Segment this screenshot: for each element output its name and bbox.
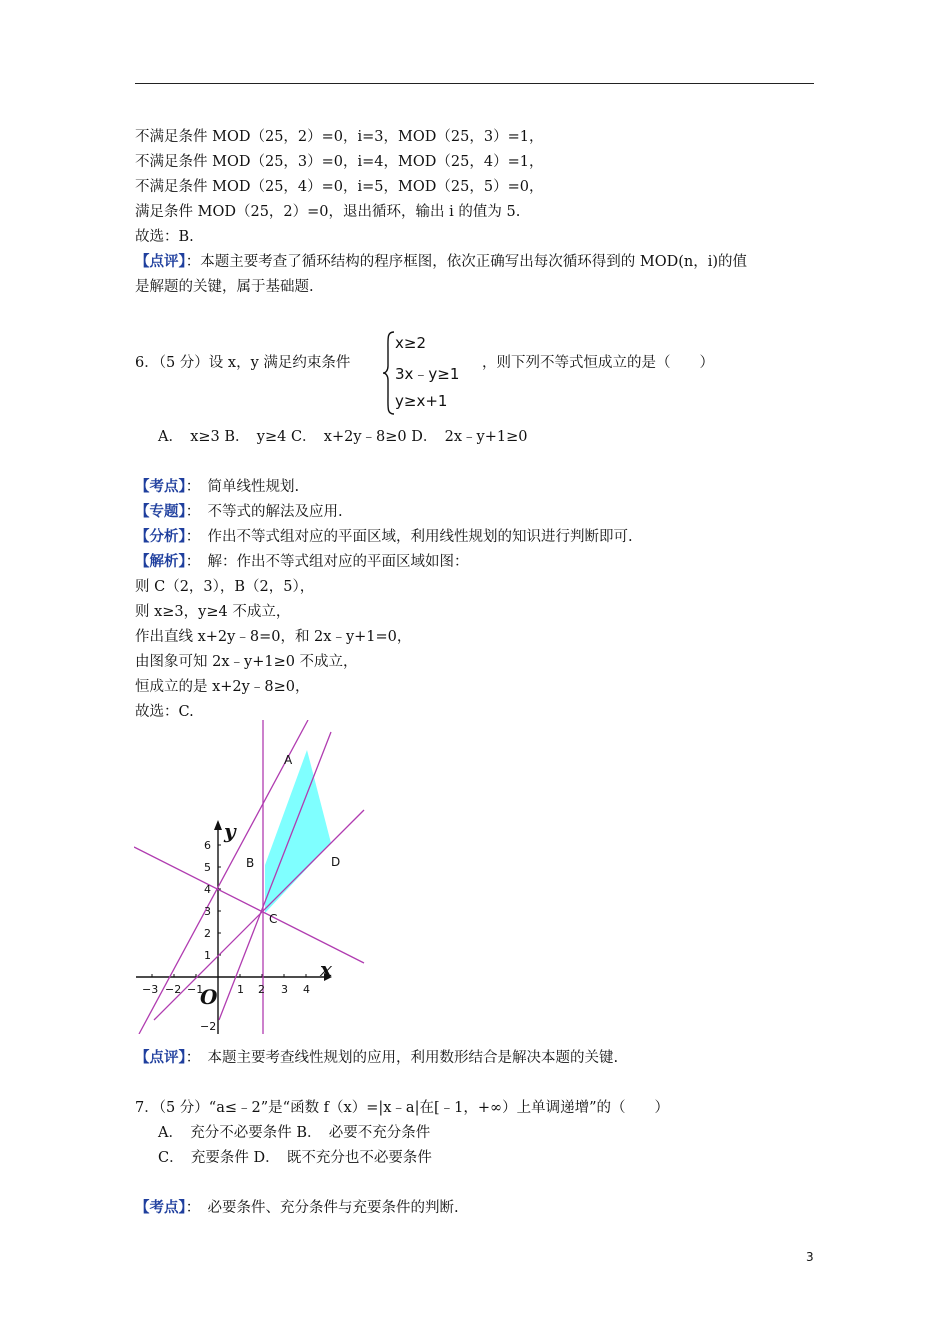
page-number: 3: [806, 1250, 814, 1264]
fenxi-tag: 【分析】: [135, 528, 186, 545]
text-line: 不满足条件 MOD（25，3）=0，i=4，MOD（25，4）=1，: [135, 154, 544, 170]
jiexi-text: ： 解：作出不等式组对应的平面区域如图：: [185, 554, 469, 570]
zhuanti-text: ： 不等式的解法及应用.: [185, 504, 343, 520]
text-line: 不满足条件 MOD（25，4）=0，i=5，MOD（25，5）=0，: [135, 179, 544, 195]
constraint-2: 3x﹣y≥1: [395, 365, 460, 383]
question-7-options-ab: A． 充分不必要条件 B． 必要不充分条件: [158, 1125, 431, 1141]
x-tick-label: 3: [281, 983, 288, 996]
y-tick-label: 6: [204, 839, 211, 852]
feasible-region: [265, 750, 331, 913]
solution-step: 由图象可知 2x﹣y+1≥0 不成立，: [135, 654, 358, 670]
kaodian-line: [135, 477, 299, 497]
x-tick-label: 1: [237, 983, 244, 996]
question-6-prefix: 6．（5 分）设 x，y 满足约束条件: [135, 355, 351, 371]
review-line-2: 是解题的关键，属于基础题.: [135, 279, 314, 295]
x-tick-label: −3: [142, 983, 159, 996]
kaodian-text: ： 简单线性规划.: [185, 479, 300, 495]
solution-step: 作出直线 x+2y﹣8=0，和 2x﹣y+1=0，: [135, 629, 412, 645]
question-7-stem: 7．（5 分）“a≤﹣2”是“函数 f（x）=|x﹣a|在[﹣1，+∞）上单调递增”的（ ）: [135, 1100, 669, 1116]
text-line: 不满足条件 MOD（25，2）=0，i=3，MOD（25，3）=1，: [135, 129, 544, 145]
kaodian-7-text: ： 必要条件、充分条件与充要条件的判断.: [185, 1200, 459, 1216]
header-rule: [135, 83, 814, 84]
x-axis-label: x: [320, 957, 332, 981]
y-tick-label: 1: [204, 949, 211, 962]
review-6-tag: 【点评】: [135, 1049, 186, 1066]
point-c-label: C: [269, 912, 278, 926]
kaodian-7-tag: 【考点】: [135, 1199, 186, 1216]
y-axis-arrow-icon: [214, 820, 222, 830]
question-7-options-cd: C． 充要条件 D． 既不充分也不必要条件: [158, 1150, 432, 1166]
x-tick-label: 2: [258, 983, 265, 996]
fenxi-line: [135, 527, 633, 547]
y-tick-label: 3: [204, 905, 211, 918]
y-axis-label: y: [224, 819, 236, 843]
question-6-suffix: ，则下列不等式恒成立的是（ ）: [482, 355, 714, 371]
x-tick-label: −2: [165, 983, 182, 996]
x-tick-label: −1: [187, 983, 204, 996]
zhuanti-tag: 【专题】: [135, 503, 186, 520]
question-6-options: A． x≥3 B． y≥4 C． x+2y﹣8≥0 D． 2x﹣y+1≥0: [158, 429, 528, 445]
constraint-system: [382, 330, 482, 416]
point-d-label: D: [331, 855, 341, 869]
feasible-region-figure: [134, 720, 366, 1034]
y-tick-label: 5: [204, 861, 211, 874]
constraint-3: y≥x+1: [395, 392, 448, 410]
solution-step: 则 x≥3，y≥4 不成立，: [135, 604, 291, 620]
y-tick-label: −2: [200, 1020, 217, 1033]
coordinate-graph: [134, 720, 366, 1034]
jiexi-tag: 【解析】: [135, 553, 186, 570]
zhuanti-line: [135, 502, 343, 522]
solution-step: 故选：C.: [135, 704, 194, 720]
review-6-line: [135, 1048, 618, 1068]
y-tick-label: 4: [204, 883, 211, 896]
fenxi-text: ： 作出不等式组对应的平面区域，利用线性规划的知识进行判断即可.: [185, 529, 633, 545]
text-line: 满足条件 MOD（25，2）=0，退出循环，输出 i 的值为 5.: [135, 204, 521, 220]
constraint-1: x≥2: [395, 334, 426, 352]
y-tick-label: 2: [204, 927, 211, 940]
kaodian-tag: 【考点】: [135, 478, 186, 495]
jiexi-line: [135, 552, 469, 572]
kaodian-7-line: [135, 1198, 459, 1218]
point-a-label: A: [284, 753, 293, 767]
review-text: ：本题主要考查了循环结构的程序框图，依次正确写出每次循环得到的 MOD(n，i)的值: [185, 254, 748, 270]
origin-label: O: [200, 985, 218, 1009]
text-line: 故选：B.: [135, 229, 194, 245]
x-tick-label: 4: [303, 983, 310, 996]
review-tag: 【点评】: [135, 253, 186, 270]
review-6-text: ： 本题主要考查线性规划的应用，利用数形结合是解决本题的关键.: [185, 1050, 619, 1066]
solution-step: 恒成立的是 x+2y﹣8≥0，: [135, 679, 310, 695]
point-b-label: B: [246, 856, 255, 870]
review-line: [135, 252, 747, 272]
solution-step: 则 C（2，3），B（2，5），: [135, 579, 315, 595]
